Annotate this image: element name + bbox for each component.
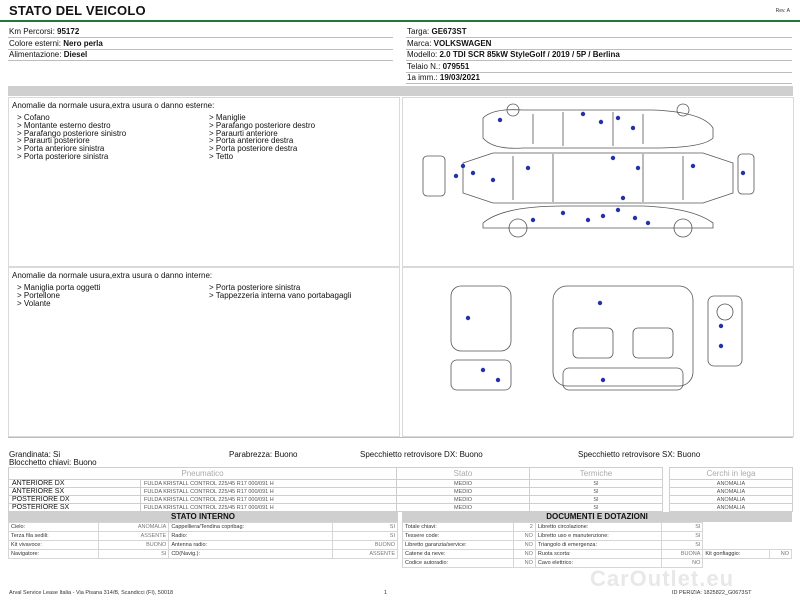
grid-value: SI — [333, 523, 398, 532]
damage-marker-icon — [531, 218, 535, 222]
page-title: STATO DEL VEICOLO — [9, 3, 146, 18]
grid-label: Libretto garanzia/service: — [403, 541, 514, 550]
anomaly-item: > Porta posteriore sinistra — [209, 283, 301, 292]
damage-marker-icon — [454, 174, 458, 178]
tyre-cerchi: ANOMALIA — [670, 488, 793, 496]
vehicle-field-label: Km Percorsi: — [9, 27, 58, 36]
grid-row — [403, 550, 792, 559]
grid-value: NO — [513, 559, 535, 568]
damage-marker-icon — [719, 324, 723, 328]
status-specchio-sx: Specchietto retrovisore SX: Buono — [578, 450, 701, 459]
grid-label: Kit vivavoce: — [9, 541, 99, 550]
grid-label: Antenna radio: — [169, 541, 333, 550]
exterior-damage-markers — [454, 112, 745, 225]
anomaly-item: > Maniglia porta oggetti — [17, 283, 101, 292]
car-exterior-diagram — [403, 98, 793, 266]
vehicle-field-value: 19/03/2021 — [439, 73, 480, 82]
revision-label: Rev. A — [775, 8, 790, 14]
grid-row — [9, 541, 398, 550]
tyre-row — [9, 504, 793, 512]
interior-damage-markers — [466, 301, 723, 382]
tyre-header-stato: Stato — [397, 468, 530, 480]
damage-marker-icon — [581, 112, 585, 116]
vehicle-field-label: Telaio N.: — [407, 61, 443, 71]
tyre-cerchi: ANOMALIA — [670, 496, 793, 504]
vehicle-field — [9, 50, 87, 59]
interior-heading: Anomalie da normale usura,extra usura o danno interne: — [12, 271, 213, 280]
grid-value: ANOMALIA — [98, 523, 168, 532]
footer-page-number: 1 — [384, 590, 388, 596]
status-grandinata: Grandinata: Si — [9, 450, 61, 459]
vehicle-field-value: Diesel — [63, 50, 88, 59]
tyre-position: POSTERIORE DX — [9, 496, 141, 504]
tyre-header-cerchi: Cerchi in lega — [670, 468, 793, 480]
grid-value: BUONO — [333, 541, 398, 550]
anomaly-item: > Maniglie — [209, 113, 246, 122]
interior-seats-view — [451, 286, 742, 390]
anomaly-item: > Portellone — [17, 290, 60, 300]
damage-marker-icon — [586, 218, 590, 222]
tyre-stato: MEDIO — [397, 480, 530, 488]
vehicle-field-value: Nero perla — [63, 38, 103, 48]
damage-marker-icon — [598, 301, 602, 305]
tyre-header-termiche: Termiche — [530, 468, 663, 480]
anomaly-item: > Parafango posteriore destro — [209, 120, 316, 130]
exterior-list-col1 — [17, 114, 126, 161]
grid-row — [403, 523, 792, 532]
anomaly-item: > Paraurti posteriore — [17, 136, 90, 146]
damage-marker-icon — [631, 126, 635, 130]
interior-list-col2 — [209, 284, 379, 300]
interior-panel — [8, 267, 400, 437]
vehicle-field-label: Alimentazione: — [9, 50, 64, 59]
section-band — [8, 86, 793, 96]
grid-value: NO — [513, 532, 535, 541]
anomaly-item: > Parafango posteriore sinistro — [17, 128, 127, 138]
grid-label: Libretto circolazione: — [535, 523, 662, 532]
damage-marker-icon — [599, 120, 603, 124]
footer-id: ID PERIZIA: 1825822_G0673ST — [672, 590, 752, 596]
damage-marker-icon — [633, 216, 637, 220]
grid-row — [403, 532, 792, 541]
tyre-position: ANTERIORE DX — [9, 480, 141, 488]
tyre-termiche: SI — [530, 488, 663, 496]
status-parabrezza: Parabrezza: Buono — [229, 450, 298, 459]
vehicle-field-label: Modello: — [407, 50, 440, 59]
grid-row — [9, 523, 398, 532]
tyre-stato: MEDIO — [397, 488, 530, 496]
grid-label: Libretto uso e manutenzione: — [535, 532, 662, 541]
interior-diagram-panel — [402, 267, 794, 437]
damage-marker-icon — [601, 378, 605, 382]
damage-marker-icon — [691, 164, 695, 168]
grid-label: Cavo elettrico: — [535, 559, 662, 568]
damage-marker-icon — [461, 164, 465, 168]
damage-marker-icon — [646, 221, 650, 225]
damage-marker-icon — [526, 166, 530, 170]
footer-address: Arval Service Lease Italia - Via Pisana 314/B, Scandicci (FI), 50018 — [9, 590, 174, 596]
tyre-stato: MEDIO — [397, 496, 530, 504]
tyre-description: FULDA KRISTALL CONTROL 225/45 R17 000/091 H — [141, 496, 397, 504]
interior-list-col1 — [17, 284, 100, 307]
status-specchio-dx: Specchietto retrovisore DX: Buono — [360, 450, 483, 459]
damage-marker-icon — [616, 116, 620, 120]
vehicle-field-value: GE673ST — [431, 27, 467, 36]
tyre-header-pneumatico: Pneumatico — [9, 468, 397, 480]
damage-marker-icon — [496, 378, 500, 382]
tyre-stato: MEDIO — [397, 504, 530, 512]
grid-label: Ruota scorta: — [535, 550, 662, 559]
grid-value: NO — [513, 550, 535, 559]
grid-label: CD(Navig.): — [169, 550, 333, 559]
vehicle-field — [407, 50, 620, 59]
tyre-termiche: SI — [530, 480, 663, 488]
damage-marker-icon — [719, 344, 723, 348]
grid-label: Navigatore: — [9, 550, 99, 559]
vehicle-field — [407, 62, 469, 71]
grid-value: 2 — [513, 523, 535, 532]
documenti-section — [402, 512, 792, 568]
exterior-panel — [8, 97, 400, 267]
grid-value: SI — [662, 532, 703, 541]
grid-row — [9, 532, 398, 541]
tyre-header-row — [9, 468, 793, 480]
damage-marker-icon — [616, 208, 620, 212]
watermark-logo: CarOutlet.eu — [590, 566, 735, 591]
grid-label: Triangolo di emergenza: — [535, 541, 662, 550]
grid-label: Kit gonfiaggio: — [703, 550, 769, 559]
tyre-position: ANTERIORE SX — [9, 488, 141, 496]
grid-value: NO — [769, 550, 791, 559]
status-blocchetto: Blocchetto chiavi: Buono — [9, 458, 97, 467]
grid-value: SI — [662, 523, 703, 532]
damage-marker-icon — [636, 166, 640, 170]
anomaly-item: > Volante — [17, 298, 51, 308]
tyre-description: FULDA KRISTALL CONTROL 225/45 R17 000/091 H — [141, 488, 397, 496]
anomaly-item: > Tappezzeria interna vano portabagagli — [209, 290, 352, 300]
grid-value: SI — [98, 550, 168, 559]
anomaly-item: > Tetto — [209, 151, 234, 161]
grid-row — [9, 550, 398, 559]
title-divider — [0, 20, 800, 22]
anomaly-item: > Porta posteriore sinistra — [17, 151, 109, 161]
grid-value: SI — [662, 541, 703, 550]
stato-interno-section — [8, 512, 398, 559]
anomaly-item: > Porta anteriore destra — [209, 136, 294, 146]
documenti-table — [402, 522, 792, 568]
grid-label: Cappelliera/Tendina copribag: — [169, 523, 333, 532]
damage-marker-icon — [498, 118, 502, 122]
grid-label: Radio: — [169, 532, 333, 541]
grid-value: NO — [513, 541, 535, 550]
damage-marker-icon — [601, 214, 605, 218]
stato-interno-title: STATO INTERNO — [8, 512, 398, 522]
tyre-row — [9, 480, 793, 488]
damage-marker-icon — [611, 156, 615, 160]
vehicle-field — [9, 27, 79, 36]
car-interior-diagram — [403, 268, 793, 436]
tyre-description: FULDA KRISTALL CONTROL 225/45 R17 000/091 H — [141, 480, 397, 488]
vehicle-field-value: 079551 — [442, 61, 470, 71]
car-top-view — [483, 104, 713, 148]
grid-label: Totale chiavi: — [403, 523, 514, 532]
grid-value: SI — [333, 532, 398, 541]
tyre-table — [8, 467, 793, 512]
grid-value: BUONA — [662, 550, 703, 559]
stato-interno-table — [8, 522, 398, 559]
damage-marker-icon — [741, 171, 745, 175]
vehicle-field-value: 95172 — [57, 27, 80, 36]
exterior-heading: Anomalie da normale usura,extra usura o danno esterne: — [12, 101, 215, 110]
damage-marker-icon — [561, 211, 565, 215]
exterior-list-col2 — [209, 114, 315, 161]
grid-label: Tessere code: — [403, 532, 514, 541]
vehicle-field-label: 1a imm.: — [407, 73, 440, 82]
damage-marker-icon — [491, 178, 495, 182]
exterior-diagram-panel — [402, 97, 794, 267]
tyre-cerchi: ANOMALIA — [670, 504, 793, 512]
vehicle-field-label: Colore esterni: — [9, 38, 64, 48]
damage-marker-icon — [481, 368, 485, 372]
anomaly-item: > Paraurti anteriore — [209, 128, 278, 138]
car-bottom-view — [483, 206, 713, 237]
vehicle-field — [407, 27, 467, 36]
grid-label: Terza fila sedili: — [9, 532, 99, 541]
vehicle-field — [407, 73, 480, 82]
damage-marker-icon — [471, 171, 475, 175]
vehicle-field — [9, 39, 103, 48]
vehicle-field — [407, 39, 491, 48]
grid-value: ASSENTE — [333, 550, 398, 559]
tyre-cerchi: ANOMALIA — [670, 480, 793, 488]
anomaly-item: > Cofano — [17, 113, 50, 122]
tyre-row — [9, 488, 793, 496]
anomaly-item: > Porta anteriore sinistra — [17, 144, 105, 154]
anomaly-item: > Montante esterno destro — [17, 120, 111, 130]
damage-marker-icon — [621, 196, 625, 200]
grid-value: ASSENTE — [98, 532, 168, 541]
grid-label: Catene da neve: — [403, 550, 514, 559]
grid-row — [403, 541, 792, 550]
vehicle-field-label: Targa: — [407, 27, 432, 36]
grid-label: Codice autoradio: — [403, 559, 514, 568]
vehicle-field-label: Marca: — [407, 38, 434, 48]
vehicle-field-value: 2.0 TDI SCR 85kW StyleGolf / 2019 / 5P / Berlina — [439, 50, 620, 59]
tyre-row — [9, 496, 793, 504]
grid-value: BUONO — [98, 541, 168, 550]
documenti-title: DOCUMENTI E DOTAZIONI — [402, 512, 792, 522]
car-side-view — [423, 153, 754, 203]
anomaly-item: > Porta posteriore destra — [209, 144, 298, 154]
damage-marker-icon — [466, 316, 470, 320]
tyre-description: FULDA KRISTALL CONTROL 225/45 R17 000/091 H — [141, 504, 397, 512]
tyre-termiche: SI — [530, 496, 663, 504]
tyre-termiche: SI — [530, 504, 663, 512]
grid-label: Cielo: — [9, 523, 99, 532]
vehicle-field-value: VOLKSWAGEN — [433, 38, 492, 48]
grid-value: NO — [662, 559, 703, 568]
tyre-position: POSTERIORE SX — [9, 504, 141, 512]
